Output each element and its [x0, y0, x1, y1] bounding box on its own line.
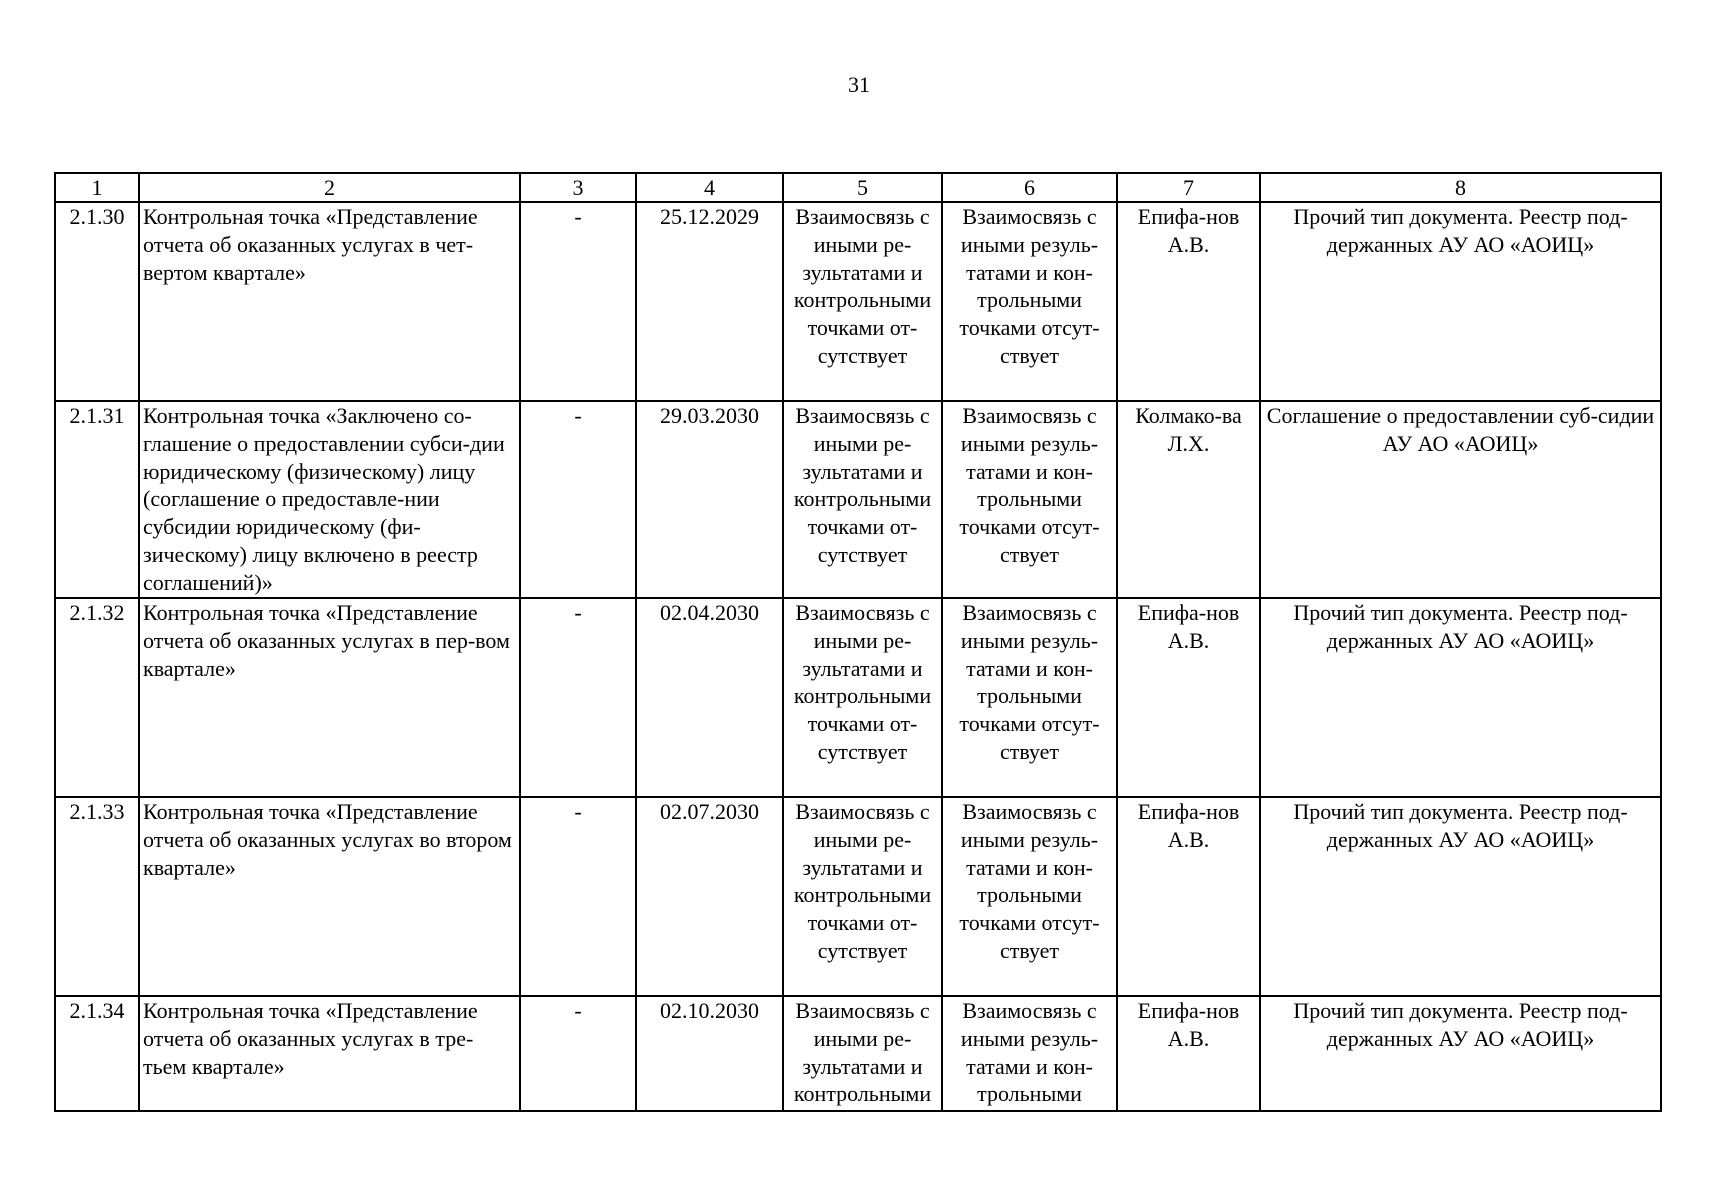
row-number-cell: 2.1.30: [55, 202, 139, 401]
relation-control-points-cell: Взаимосвязь с иными резуль-татами и кон-трольными точками отсут-ствует: [942, 797, 1117, 996]
control-point-name-cell: Контрольная точка «Представление отчета об оказанных услугах в чет-вертом квартале»: [139, 202, 520, 401]
page-number: 31: [848, 72, 870, 97]
relation-results-cell: Взаимосвязь с иными ре-зультатами и контрольными точками от-сутствует: [783, 598, 942, 797]
relation-results-cell: Взаимосвязь с иными ре-зультатами и контрольными точками от-сутствует: [783, 202, 942, 401]
table-row: [55, 797, 1661, 996]
control-points-table: [54, 172, 1662, 1112]
control-point-name-cell: Контрольная точка «Заключено со-глашение о предоставлении субси-дии юридическому (физическому) лицу (соглашение о предоставле-нии субсидии юридическому (фи-зическому) лицу включено в реестр соглашений)»: [139, 401, 520, 598]
column-header: 5: [783, 173, 942, 202]
responsible-person-cell: Епифа-нов А.В.: [1117, 202, 1260, 401]
column-3-cell: -: [520, 202, 636, 401]
table-header-row: [55, 173, 1661, 202]
column-3-cell: -: [520, 797, 636, 996]
column-3-cell: -: [520, 996, 636, 1111]
column-header: 2: [139, 173, 520, 202]
row-number-cell: 2.1.33: [55, 797, 139, 996]
control-point-name-cell: Контрольная точка «Представление отчета об оказанных услугах во втором квартале»: [139, 797, 520, 996]
document-type-cell: Соглашение о предоставлении суб-сидии АУ АО «АОИЦ»: [1260, 401, 1661, 598]
row-number-cell: 2.1.32: [55, 598, 139, 797]
responsible-person-cell: Епифа-нов А.В.: [1117, 996, 1260, 1111]
table-row: [55, 996, 1661, 1111]
date-cell: 25.12.2029: [636, 202, 783, 401]
date-cell: 29.03.2030: [636, 401, 783, 598]
row-number-cell: 2.1.34: [55, 996, 139, 1111]
relation-control-points-cell: Взаимосвязь с иными резуль-татами и кон-трольными точками отсут-ствует: [942, 401, 1117, 598]
table-row: [55, 202, 1661, 401]
column-header: 4: [636, 173, 783, 202]
relation-results-cell: Взаимосвязь с иными ре-зультатами и контрольными: [783, 996, 942, 1111]
control-point-name-cell: Контрольная точка «Представление отчета об оказанных услугах в пер-вом квартале»: [139, 598, 520, 797]
column-header: 3: [520, 173, 636, 202]
relation-control-points-cell: Взаимосвязь с иными резуль-татами и кон-трольными точками отсут-ствует: [942, 202, 1117, 401]
table-row: [55, 401, 1661, 598]
date-cell: 02.04.2030: [636, 598, 783, 797]
relation-control-points-cell: Взаимосвязь с иными резуль-татами и кон-трольными точками отсут-ствует: [942, 598, 1117, 797]
column-header: 8: [1260, 173, 1661, 202]
document-type-cell: Прочий тип документа. Реестр под-держанных АУ АО «АОИЦ»: [1260, 797, 1661, 996]
column-header: 1: [55, 173, 139, 202]
row-number-cell: 2.1.31: [55, 401, 139, 598]
column-3-cell: -: [520, 401, 636, 598]
responsible-person-cell: Епифа-нов А.В.: [1117, 797, 1260, 996]
document-type-cell: Прочий тип документа. Реестр под-держанных АУ АО «АОИЦ»: [1260, 202, 1661, 401]
table-row: [55, 598, 1661, 797]
control-point-name-cell: Контрольная точка «Представление отчета об оказанных услугах в тре-тьем квартале»: [139, 996, 520, 1111]
responsible-person-cell: Епифа-нов А.В.: [1117, 598, 1260, 797]
column-header: 6: [942, 173, 1117, 202]
relation-results-cell: Взаимосвязь с иными ре-зультатами и контрольными точками от-сутствует: [783, 401, 942, 598]
relation-results-cell: Взаимосвязь с иными ре-зультатами и контрольными точками от-сутствует: [783, 797, 942, 996]
relation-control-points-cell: Взаимосвязь с иными резуль-татами и кон-трольными: [942, 996, 1117, 1111]
document-type-cell: Прочий тип документа. Реестр под-держанных АУ АО «АОИЦ»: [1260, 598, 1661, 797]
responsible-person-cell: Колмако-ва Л.Х.: [1117, 401, 1260, 598]
date-cell: 02.10.2030: [636, 996, 783, 1111]
column-header: 7: [1117, 173, 1260, 202]
document-type-cell: Прочий тип документа. Реестр под-держанных АУ АО «АОИЦ»: [1260, 996, 1661, 1111]
date-cell: 02.07.2030: [636, 797, 783, 996]
column-3-cell: -: [520, 598, 636, 797]
